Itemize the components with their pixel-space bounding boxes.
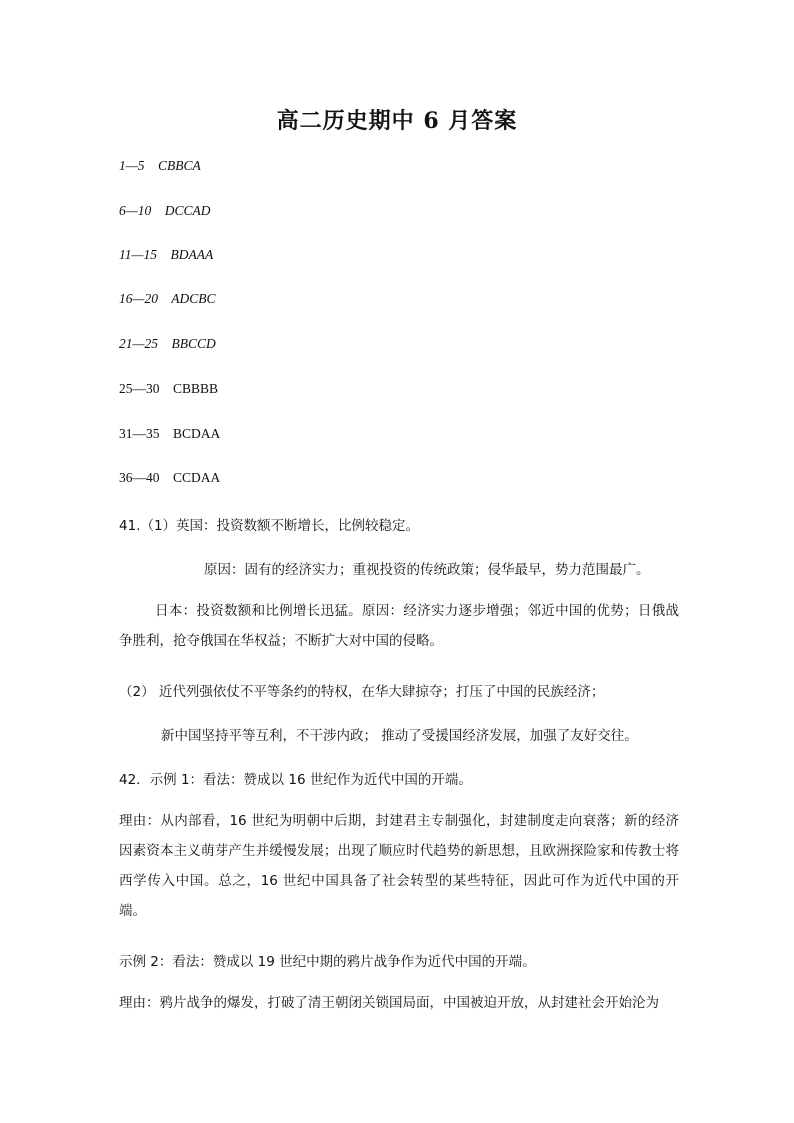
q41-part1-japan: 日本：投资数额和比例增长迅猛。原因：经济实力逐步增强；邻近中国的优势；日俄战争胜利，抢夺俄国在华权益；不断扩大对中国的侵略。 bbox=[119, 603, 679, 649]
q41-part2-line1: （2） 近代列强依仗不平等条约的特权，在华大肆掠夺；打压了中国的民族经济； bbox=[119, 684, 605, 700]
q41-part1-reason: 原因：固有的经济实力；重视投资的传统政策；侵华最早，势力范围最广。 bbox=[204, 562, 650, 578]
q42-example1-heading: 42．示例 1：看法：赞成以 16 世纪作为近代中国的开端。 bbox=[119, 772, 472, 788]
q42-example2-reason: 理由：鸦片战争的爆发，打破了清王朝闭关锁国局面，中国被迫开放，从封建社会开始沦为 bbox=[119, 995, 659, 1011]
answer-line: 6—10 DCCAD bbox=[119, 203, 211, 218]
page-title: 高二历史期中 6 月答案 bbox=[276, 108, 518, 134]
answer-line: 16—20 ADCBC bbox=[119, 291, 216, 306]
q42-example1-reason: 理由：从内部看，16 世纪为明朝中后期，封建君主专制强化，封建制度走向衰落；新的经济因素资本主义萌芽产生并缓慢发展；出现了顺应时代趋势的新思想，且欧洲探险家和传教士将西学传入中国。总之，16 世纪中国具备了社会转型的某些特征，因此可作为近代中国的开端。 bbox=[119, 813, 679, 919]
q42-example2-heading: 示例 2：看法：赞成以 19 世纪中期的鸦片战争作为近代中国的开端。 bbox=[119, 954, 536, 970]
answer-line: 11—15 BDAAA bbox=[119, 247, 214, 262]
answer-line: 31—35 BCDAA bbox=[119, 426, 221, 441]
q41-part1-heading: 41.（1）英国：投资数额不断增长，比例较稳定。 bbox=[119, 518, 420, 534]
answer-line: 21—25 BBCCD bbox=[119, 336, 216, 351]
answer-line: 25—30 CBBBB bbox=[119, 381, 219, 396]
q41-part2-line2: 新中国坚持平等互利，不干涉内政； 推动了受援国经济发展，加强了友好交往。 bbox=[161, 728, 638, 744]
answer-line: 36—40 CCDAA bbox=[119, 470, 221, 485]
answer-line: 1—5 CBBCA bbox=[119, 158, 201, 173]
